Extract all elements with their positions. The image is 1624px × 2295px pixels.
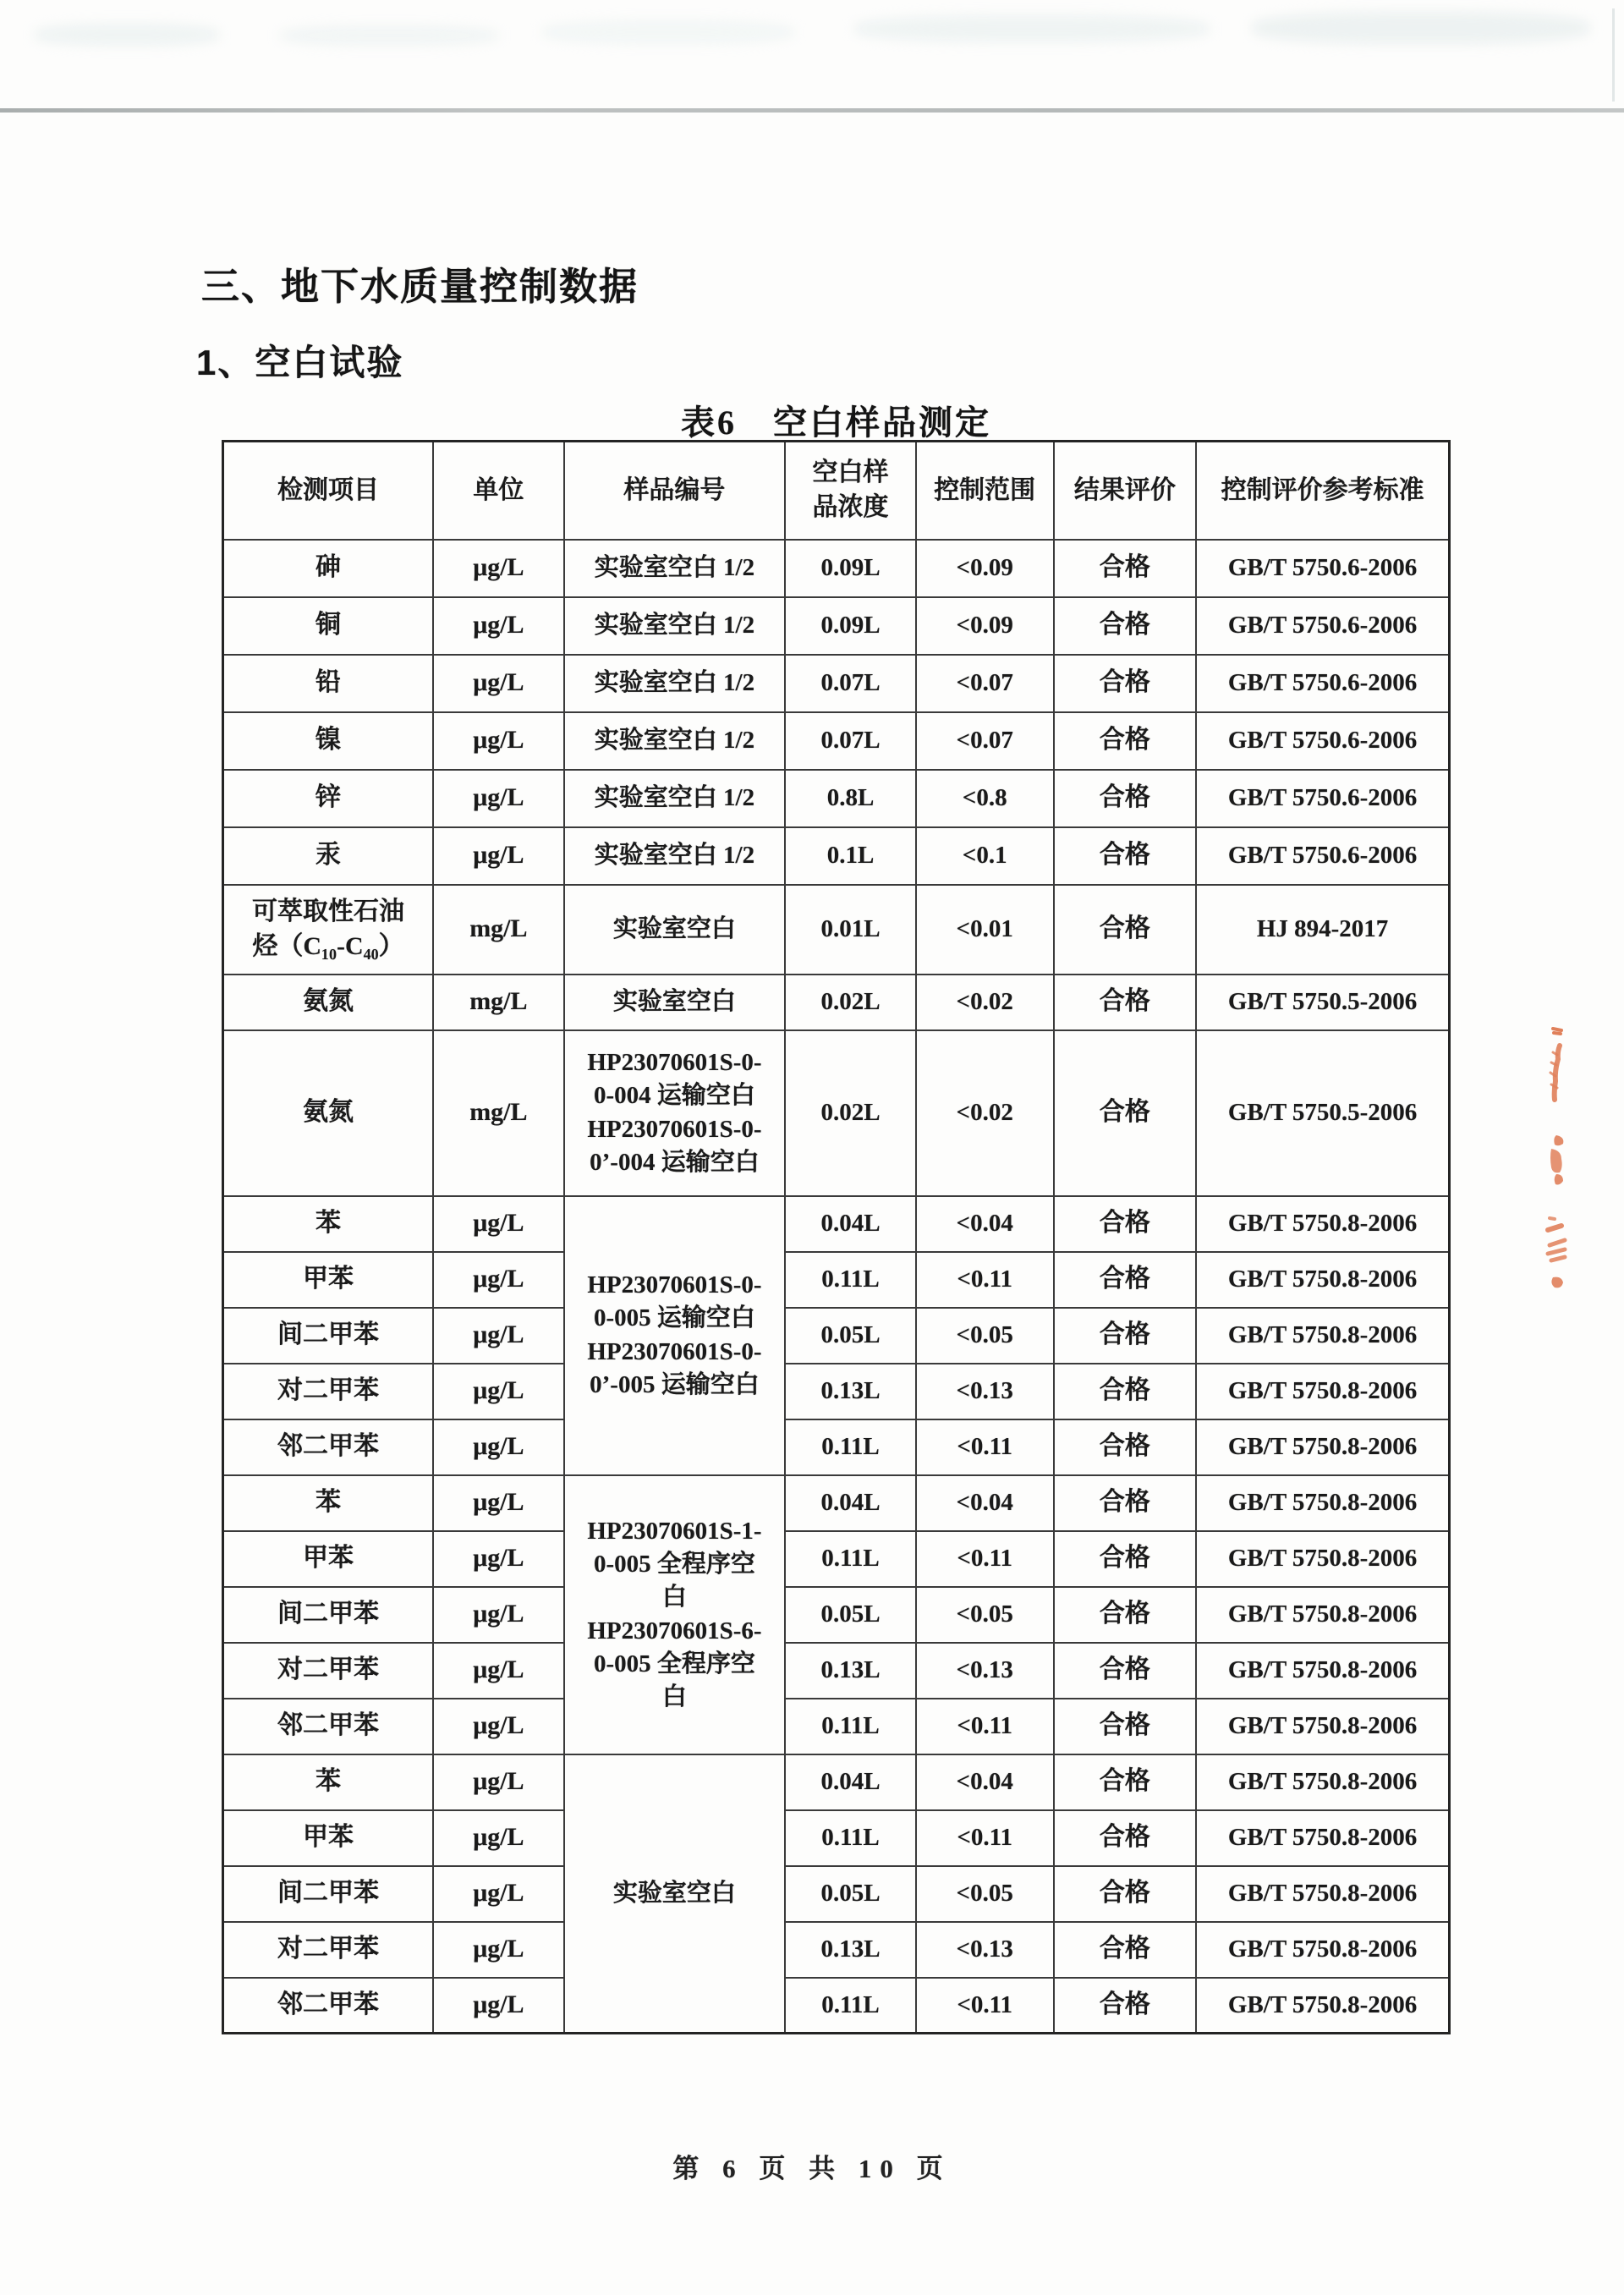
cell-conc: 0.04L xyxy=(785,1196,916,1252)
cell-result: 合格 xyxy=(1054,597,1197,655)
cell-conc: 0.13L xyxy=(785,1364,916,1419)
cell-range: <0.07 xyxy=(916,655,1054,712)
table-row xyxy=(223,1866,1450,1922)
cell-unit: μg/L xyxy=(433,1252,564,1308)
scan-smudge xyxy=(541,20,795,44)
cell-standard: GB/T 5750.6-2006 xyxy=(1196,597,1449,655)
table-row xyxy=(223,1196,1450,1252)
cell-conc: 0.01L xyxy=(785,885,916,975)
cell-standard: GB/T 5750.8-2006 xyxy=(1196,1643,1449,1699)
cell-text-line: 实验室空白 1/2 xyxy=(594,841,755,869)
cell-text-line: 对二甲苯 xyxy=(277,1376,379,1405)
cell-text-line: 实验室空白 xyxy=(612,914,736,942)
cell-result: 合格 xyxy=(1054,1810,1197,1866)
cell-text-line: 间二甲苯 xyxy=(277,1879,379,1908)
section-heading: 三、地下水质量控制数据 xyxy=(201,265,639,308)
cell-text-line: 实验室空白 1/2 xyxy=(594,668,755,696)
cell-text-line: 实验室空白 1/2 xyxy=(594,611,755,639)
stamp-fragment-icon xyxy=(1543,1134,1577,1193)
cell-range: <0.11 xyxy=(916,1252,1054,1308)
table-row xyxy=(223,1699,1450,1754)
table-row xyxy=(223,827,1450,885)
cell-text-line: 结果评价 xyxy=(1073,475,1176,504)
cell-text-line: HP23070601S-0- xyxy=(587,1115,762,1143)
cell-text-line: HP23070601S-0- xyxy=(587,1049,762,1077)
cell-item xyxy=(223,1364,434,1419)
cell-item xyxy=(223,1531,434,1587)
cell-text-line: 间二甲苯 xyxy=(277,1320,379,1349)
cell-item xyxy=(223,1643,434,1699)
cell-result: 合格 xyxy=(1054,712,1197,770)
cell-unit: mg/L xyxy=(433,885,564,975)
cell-item xyxy=(223,1196,434,1252)
cell-unit: μg/L xyxy=(433,1587,564,1643)
cell-range: <0.11 xyxy=(916,1978,1054,2034)
cell-conc: 0.09L xyxy=(785,597,916,655)
cell-text-line: 白 xyxy=(661,1584,687,1611)
cell-item xyxy=(223,1419,434,1475)
table-row xyxy=(223,1978,1450,2034)
cell-unit: μg/L xyxy=(433,1475,564,1531)
scan-smudge xyxy=(854,15,1210,42)
table-row xyxy=(223,1643,1450,1699)
cell-range: <0.13 xyxy=(916,1364,1054,1419)
scan-horizontal-rule xyxy=(0,108,1624,113)
table-row xyxy=(223,597,1450,655)
subsection-heading: 1、空白试验 xyxy=(196,343,404,382)
cell-text-line: 铜 xyxy=(315,611,341,640)
cell-range: <0.09 xyxy=(916,597,1054,655)
cell-conc: 0.05L xyxy=(785,1587,916,1643)
cell-text-line: 0-005 全程序空 xyxy=(593,1551,755,1578)
header-cell-6 xyxy=(1196,442,1449,540)
cell-text-line: 甲苯 xyxy=(303,1265,354,1293)
cell-unit: μg/L xyxy=(433,770,564,827)
cell-result: 合格 xyxy=(1054,1419,1197,1475)
cell-item xyxy=(223,885,434,975)
cell-result: 合格 xyxy=(1054,655,1197,712)
cell-conc: 0.11L xyxy=(785,1810,916,1866)
cell-result: 合格 xyxy=(1054,885,1197,975)
cell-item xyxy=(223,1030,434,1196)
cell-text-line: 苯 xyxy=(315,1767,341,1796)
stamp-fragment-icon xyxy=(1538,1211,1577,1296)
cell-conc: 0.05L xyxy=(785,1866,916,1922)
table-row xyxy=(223,1030,1450,1196)
cell-range: <0.09 xyxy=(916,540,1054,597)
cell-item xyxy=(223,540,434,597)
cell-text-line: 对二甲苯 xyxy=(277,1655,379,1684)
cell-sample xyxy=(564,885,785,975)
cell-result: 合格 xyxy=(1054,1754,1197,1810)
cell-result: 合格 xyxy=(1054,1196,1197,1252)
cell-sample xyxy=(564,975,785,1030)
table-header-row xyxy=(223,442,1450,540)
cell-unit: μg/L xyxy=(433,827,564,885)
table-row xyxy=(223,975,1450,1030)
cell-range: <0.02 xyxy=(916,975,1054,1030)
cell-text-line: 可萃取性石油 xyxy=(252,898,404,925)
cell-unit: μg/L xyxy=(433,1699,564,1754)
cell-standard: GB/T 5750.6-2006 xyxy=(1196,540,1449,597)
cell-standard: GB/T 5750.8-2006 xyxy=(1196,1978,1449,2034)
cell-text-line: 实验室空白 1/2 xyxy=(594,726,755,754)
table-row xyxy=(223,1922,1450,1978)
cell-standard: GB/T 5750.5-2006 xyxy=(1196,1030,1449,1196)
blank-sample-table xyxy=(222,440,1451,2034)
cell-conc: 0.11L xyxy=(785,1531,916,1587)
table-row xyxy=(223,1419,1450,1475)
table-row xyxy=(223,712,1450,770)
table-row xyxy=(223,655,1450,712)
cell-conc: 0.1L xyxy=(785,827,916,885)
stamp-fragment-icon xyxy=(1541,1024,1575,1108)
table-row xyxy=(223,1531,1450,1587)
cell-range: <0.04 xyxy=(916,1475,1054,1531)
cell-item xyxy=(223,1978,434,2034)
cell-conc: 0.07L xyxy=(785,712,916,770)
blank-sample-table-container xyxy=(222,440,1451,2034)
cell-text-line: 氨氮 xyxy=(303,1098,354,1127)
cell-text-line: 0-004 运输空白 xyxy=(593,1082,755,1110)
cell-text-line: 锌 xyxy=(315,783,341,812)
header-cell-0 xyxy=(223,442,434,540)
cell-text-line: 0-005 运输空白 xyxy=(593,1304,755,1332)
cell-unit: μg/L xyxy=(433,712,564,770)
cell-item xyxy=(223,1866,434,1922)
cell-conc: 0.02L xyxy=(785,975,916,1030)
cell-sample xyxy=(564,655,785,712)
cell-standard: GB/T 5750.8-2006 xyxy=(1196,1475,1449,1531)
cell-text-line: 甲苯 xyxy=(303,1544,354,1573)
cell-range: <0.11 xyxy=(916,1810,1054,1866)
cell-range: <0.8 xyxy=(916,770,1054,827)
cell-conc: 0.11L xyxy=(785,1978,916,2034)
table-row xyxy=(223,770,1450,827)
cell-unit: μg/L xyxy=(433,1643,564,1699)
cell-text-line: 实验室空白 xyxy=(612,987,736,1015)
cell-text-line: 控制评价参考标准 xyxy=(1221,475,1424,504)
header-cell-5 xyxy=(1054,442,1197,540)
scan-smudge xyxy=(1252,12,1590,44)
cell-text-line: 实验室空白 1/2 xyxy=(594,553,755,581)
cell-standard: GB/T 5750.8-2006 xyxy=(1196,1252,1449,1308)
cell-text-line: HP23070601S-0- xyxy=(587,1271,762,1299)
cell-result: 合格 xyxy=(1054,827,1197,885)
cell-range: <0.01 xyxy=(916,885,1054,975)
cell-sample xyxy=(564,597,785,655)
cell-range: <0.05 xyxy=(916,1587,1054,1643)
cell-conc: 0.8L xyxy=(785,770,916,827)
cell-sample xyxy=(564,770,785,827)
header-cell-1 xyxy=(433,442,564,540)
cell-result: 合格 xyxy=(1054,770,1197,827)
cell-result: 合格 xyxy=(1054,1531,1197,1587)
cell-standard: GB/T 5750.8-2006 xyxy=(1196,1810,1449,1866)
cell-result: 合格 xyxy=(1054,1866,1197,1922)
table-row xyxy=(223,1364,1450,1419)
cell-text-line: 邻二甲苯 xyxy=(277,1711,379,1740)
cell-text-line: 苯 xyxy=(315,1209,341,1238)
cell-text-line: 实验室空白 xyxy=(612,1879,736,1907)
cell-standard: GB/T 5750.8-2006 xyxy=(1196,1922,1449,1978)
cell-sample-merged xyxy=(564,1754,785,2034)
cell-range: <0.11 xyxy=(916,1419,1054,1475)
cell-conc: 0.11L xyxy=(785,1699,916,1754)
cell-text-line: 邻二甲苯 xyxy=(277,1990,379,2018)
cell-item xyxy=(223,1252,434,1308)
cell-range: <0.1 xyxy=(916,827,1054,885)
cell-text-line: 样品编号 xyxy=(623,475,726,504)
cell-sample xyxy=(564,1030,785,1196)
table-row xyxy=(223,1587,1450,1643)
cell-text-line: 甲苯 xyxy=(303,1823,354,1852)
table-row xyxy=(223,1475,1450,1531)
cell-conc: 0.05L xyxy=(785,1308,916,1364)
table-row xyxy=(223,1252,1450,1308)
table-row xyxy=(223,1754,1450,1810)
cell-conc: 0.13L xyxy=(785,1643,916,1699)
cell-item xyxy=(223,655,434,712)
cell-sample xyxy=(564,712,785,770)
table-row xyxy=(223,540,1450,597)
cell-unit: μg/L xyxy=(433,1978,564,2034)
cell-conc: 0.04L xyxy=(785,1475,916,1531)
cell-unit: μg/L xyxy=(433,1866,564,1922)
cell-text-line: 品浓度 xyxy=(812,492,889,521)
cell-range: <0.13 xyxy=(916,1643,1054,1699)
cell-text-line: 烃（C₁₀-C₄₀） xyxy=(252,931,404,960)
cell-standard: GB/T 5750.8-2006 xyxy=(1196,1699,1449,1754)
scan-smudge xyxy=(279,25,499,46)
cell-result: 合格 xyxy=(1054,540,1197,597)
cell-item xyxy=(223,827,434,885)
cell-unit: μg/L xyxy=(433,1531,564,1587)
cell-unit: μg/L xyxy=(433,1196,564,1252)
cell-unit: μg/L xyxy=(433,1419,564,1475)
cell-text-line: 铅 xyxy=(315,668,341,697)
scan-edge-line xyxy=(1612,8,1615,102)
cell-standard: GB/T 5750.8-2006 xyxy=(1196,1308,1449,1364)
cell-result: 合格 xyxy=(1054,1643,1197,1699)
cell-result: 合格 xyxy=(1054,1978,1197,2034)
cell-standard: GB/T 5750.5-2006 xyxy=(1196,975,1449,1030)
cell-standard: GB/T 5750.8-2006 xyxy=(1196,1754,1449,1810)
cell-unit: μg/L xyxy=(433,1754,564,1810)
cell-range: <0.11 xyxy=(916,1699,1054,1754)
cell-conc: 0.09L xyxy=(785,540,916,597)
cell-item xyxy=(223,975,434,1030)
table-row xyxy=(223,1810,1450,1866)
cell-conc: 0.13L xyxy=(785,1922,916,1978)
cell-text-line: 砷 xyxy=(315,553,341,582)
cell-text-line: HP23070601S-6- xyxy=(587,1617,762,1644)
cell-conc: 0.11L xyxy=(785,1419,916,1475)
cell-unit: μg/L xyxy=(433,1922,564,1978)
cell-unit: μg/L xyxy=(433,1308,564,1364)
cell-item xyxy=(223,1475,434,1531)
cell-standard: GB/T 5750.8-2006 xyxy=(1196,1531,1449,1587)
cell-sample xyxy=(564,540,785,597)
header-cell-3 xyxy=(785,442,916,540)
cell-item xyxy=(223,712,434,770)
cell-item xyxy=(223,1810,434,1866)
scan-smudge xyxy=(34,24,220,46)
cell-text-line: HP23070601S-1- xyxy=(587,1518,762,1546)
cell-item xyxy=(223,770,434,827)
cell-text-line: 对二甲苯 xyxy=(277,1935,379,1963)
cell-text-line: 汞 xyxy=(315,841,341,870)
cell-result: 合格 xyxy=(1054,975,1197,1030)
cell-conc: 0.11L xyxy=(785,1252,916,1308)
cell-result: 合格 xyxy=(1054,1030,1197,1196)
cell-text-line: 间二甲苯 xyxy=(277,1600,379,1628)
cell-unit: mg/L xyxy=(433,975,564,1030)
cell-standard: HJ 894-2017 xyxy=(1196,885,1449,975)
table-title: 表6 空白样品测定 xyxy=(681,404,991,442)
table-row xyxy=(223,885,1450,975)
cell-text-line: 实验室空白 1/2 xyxy=(594,783,755,811)
table-row xyxy=(223,1308,1450,1364)
cell-standard: GB/T 5750.6-2006 xyxy=(1196,655,1449,712)
cell-text-line: 单位 xyxy=(473,475,524,504)
cell-item xyxy=(223,1587,434,1643)
cell-text-line: 白 xyxy=(661,1683,687,1710)
cell-result: 合格 xyxy=(1054,1475,1197,1531)
cell-range: <0.04 xyxy=(916,1754,1054,1810)
cell-range: <0.11 xyxy=(916,1531,1054,1587)
cell-result: 合格 xyxy=(1054,1364,1197,1419)
cell-standard: GB/T 5750.8-2006 xyxy=(1196,1419,1449,1475)
cell-text-line: 邻二甲苯 xyxy=(277,1432,379,1461)
cell-item xyxy=(223,597,434,655)
cell-standard: GB/T 5750.6-2006 xyxy=(1196,712,1449,770)
cell-item xyxy=(223,1754,434,1810)
cell-unit: μg/L xyxy=(433,597,564,655)
cell-result: 合格 xyxy=(1054,1587,1197,1643)
cell-result: 合格 xyxy=(1054,1252,1197,1308)
cell-text-line: 0-005 全程序空 xyxy=(593,1650,755,1677)
cell-standard: GB/T 5750.6-2006 xyxy=(1196,770,1449,827)
cell-standard: GB/T 5750.6-2006 xyxy=(1196,827,1449,885)
cell-sample-merged xyxy=(564,1475,785,1754)
cell-range: <0.13 xyxy=(916,1922,1054,1978)
header-cell-2 xyxy=(564,442,785,540)
cell-result: 合格 xyxy=(1054,1922,1197,1978)
cell-range: <0.05 xyxy=(916,1308,1054,1364)
cell-sample-merged xyxy=(564,1196,785,1475)
cell-range: <0.07 xyxy=(916,712,1054,770)
cell-item xyxy=(223,1308,434,1364)
cell-text-line: HP23070601S-0- xyxy=(587,1337,762,1365)
cell-standard: GB/T 5750.8-2006 xyxy=(1196,1364,1449,1419)
cell-item xyxy=(223,1699,434,1754)
cell-standard: GB/T 5750.8-2006 xyxy=(1196,1196,1449,1252)
page-number: 第 6 页 共 10 页 xyxy=(672,2154,952,2183)
cell-unit: mg/L xyxy=(433,1030,564,1196)
cell-text-line: 镍 xyxy=(315,726,341,755)
cell-range: <0.04 xyxy=(916,1196,1054,1252)
cell-text-line: 0’-004 运输空白 xyxy=(590,1148,760,1176)
cell-text-line: 苯 xyxy=(315,1488,341,1517)
cell-range: <0.05 xyxy=(916,1866,1054,1922)
cell-unit: μg/L xyxy=(433,1810,564,1866)
cell-conc: 0.07L xyxy=(785,655,916,712)
cell-text-line: 0’-005 运输空白 xyxy=(590,1370,760,1398)
cell-conc: 0.04L xyxy=(785,1754,916,1810)
cell-standard: GB/T 5750.8-2006 xyxy=(1196,1587,1449,1643)
cell-sample xyxy=(564,827,785,885)
cell-text-line: 空白样 xyxy=(812,458,889,487)
cell-text-line: 检测项目 xyxy=(277,475,379,504)
cell-conc: 0.02L xyxy=(785,1030,916,1196)
cell-range: <0.02 xyxy=(916,1030,1054,1196)
cell-text-line: 控制范围 xyxy=(934,475,1036,504)
cell-result: 合格 xyxy=(1054,1308,1197,1364)
cell-standard: GB/T 5750.8-2006 xyxy=(1196,1866,1449,1922)
cell-text-line: 氨氮 xyxy=(303,987,354,1016)
cell-item xyxy=(223,1922,434,1978)
cell-unit: μg/L xyxy=(433,540,564,597)
cell-result: 合格 xyxy=(1054,1699,1197,1754)
cell-unit: μg/L xyxy=(433,655,564,712)
header-cell-4 xyxy=(916,442,1054,540)
cell-unit: μg/L xyxy=(433,1364,564,1419)
